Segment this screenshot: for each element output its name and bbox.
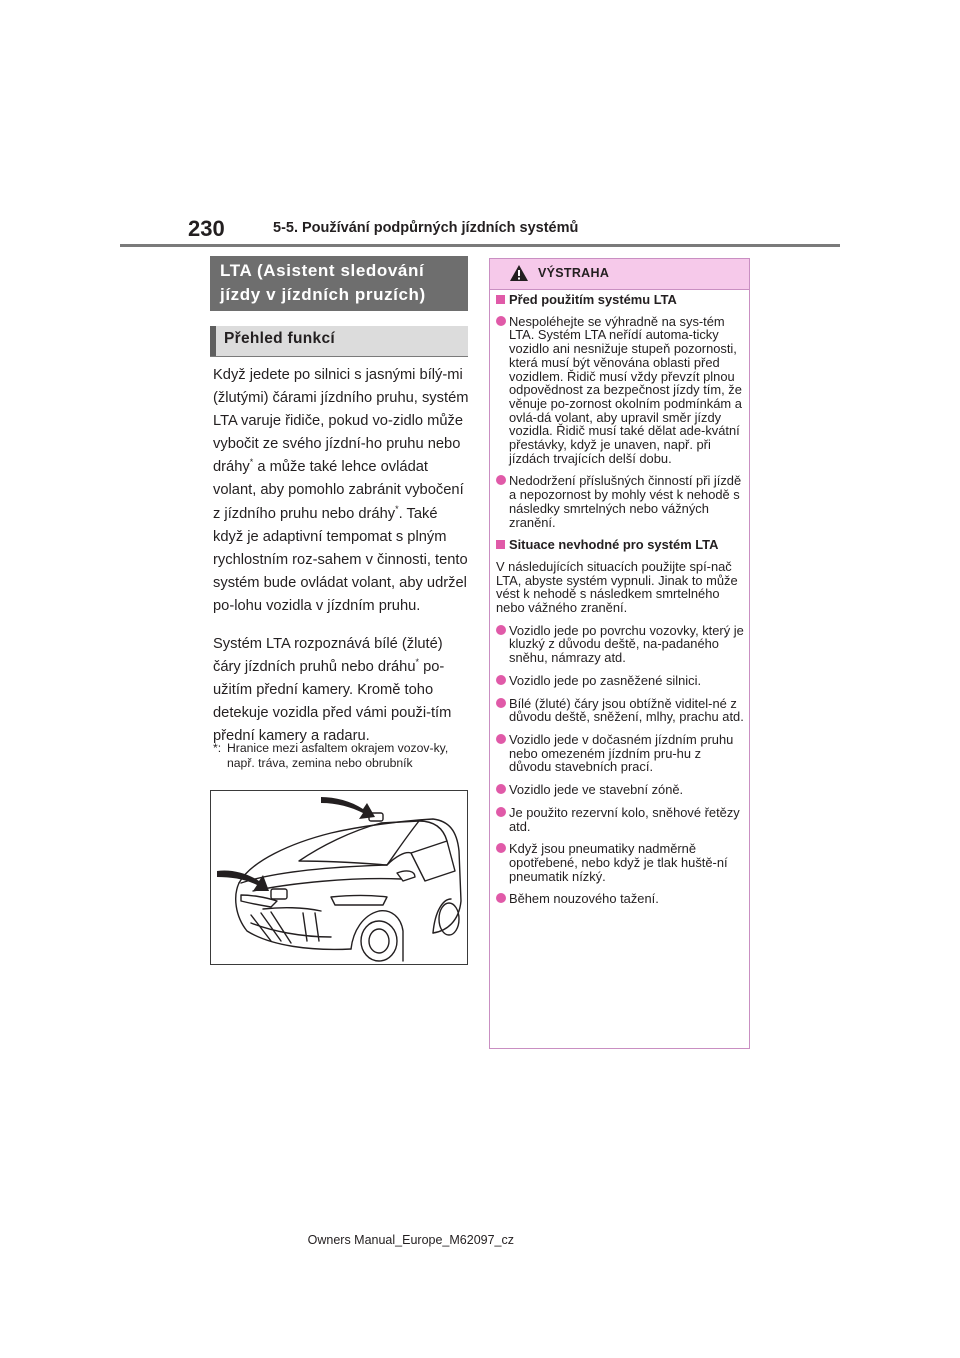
warning-bullet-text: Vozidlo jede po povrchu vozovky, který je kluzký z důvodu deště, na-padaného sněhu, námrazy atd. (509, 622, 744, 666)
warning-bullet-text: Nedodržení příslušných činností při jízdě a nepozornost by mohly vést k nehodě s následky smrtelných nebo vážných zranění. (509, 473, 742, 530)
warning-bullet-text: Je použito rezervní kolo, sněhové řetězy atd. (509, 804, 740, 834)
para1-part-a: Když jedete po silnici s jasnými bílý-mi (žlutými) čárami jízdního pruhu, systém LTA varuje řidiče, pokud vo-zidlo může vybočit ze svého jízdní-ho pruhu nebo dráhy (213, 367, 469, 476)
warning-bullet (496, 474, 746, 529)
round-bullet-icon (496, 734, 506, 744)
warning-subheading (496, 293, 746, 307)
warning-bullet (496, 783, 746, 797)
lta-section-banner (210, 256, 468, 311)
round-bullet-icon (496, 784, 506, 794)
para2-part-b: po-užitím přední kamery. Kromě toho detekuje vozidla před vámi použi-tím přední kamery a radaru. (213, 659, 452, 745)
round-bullet-icon (496, 475, 506, 485)
section-title: 5-5. Používání podpůrných jízdních systémů (273, 220, 579, 236)
footnote (213, 741, 469, 771)
header-divider (120, 244, 840, 247)
intro-paragraph (213, 364, 469, 618)
warning-triangle-icon (509, 264, 529, 282)
warning-bullet-text: Nespoléhejte se výhradně na sys-tém LTA. Systém LTA neřídí automa-ticky vozidlo ani nesnižuje stupeň pozornosti, která musí být věnována oblasti před vozidlem. Řidič musí vždy převzít plnou odpovědnost za bezpečnost jízdy tím, že věnuje po-zornost okolním podmínkám a ovlá-dá volant, aby upravil směr jízdy vozidla. Řidič musí také dělat ade-kvátní přestávky, když je unaven, např. při jízdách trvajících delší dobu. (509, 313, 742, 466)
warning-bullet-text: Když jsou pneumatiky nadměrně opotřebené, nebo když je tlak huště-ní pneumatik nízký. (509, 841, 728, 884)
page-number: 230 (188, 216, 225, 241)
warning-header (490, 259, 749, 290)
round-bullet-icon (496, 698, 506, 708)
warning-bullet-text: Vozidlo jede ve stavební zóně. (509, 782, 684, 798)
round-bullet-icon (496, 843, 506, 853)
warning-title: VÝSTRAHA (538, 266, 610, 280)
warning-bullet-text: Během nouzového tažení. (509, 891, 659, 907)
warning-bullet (496, 674, 746, 688)
banner-line-2: jízdy v jízdních pruzích) (220, 285, 426, 304)
footnote-ref: * (415, 657, 420, 668)
footnote-ref: * (249, 457, 254, 468)
warning-bullet (496, 624, 746, 665)
round-bullet-icon (496, 316, 506, 326)
car-drawing (211, 791, 467, 964)
warning-content (496, 293, 746, 915)
footer-manual-id: Owners Manual_Europe_M62097_cz (307, 1233, 514, 1247)
warning-bullet-text: Vozidlo jede v dočasném jízdním pruhu nebo omezeném jízdním pru-hu z důvodu stavebních prací. (509, 731, 734, 775)
square-bullet-icon (496, 540, 505, 549)
warning-bullet-text: Vozidlo jede po zasněžené silnici. (509, 672, 702, 688)
footnote-text: Hranice mezi asfaltem okrajem vozov-ky, např. tráva, zemina nebo obrubník (227, 741, 449, 770)
overview-heading (210, 326, 468, 357)
warning-subheading-text: Situace nevhodné pro systém LTA (509, 537, 719, 553)
warning-bullet (496, 733, 746, 774)
round-bullet-icon (496, 675, 506, 685)
para1-part-b: a může také lehce ovládat volant, aby pomohlo zabránit vybočení z jízdního pruhu nebo dráhy (213, 459, 464, 522)
warning-bullet (496, 315, 746, 466)
warning-bullet (496, 806, 746, 833)
warning-bullet (496, 842, 746, 883)
warning-bullet (496, 697, 746, 724)
round-bullet-icon (496, 625, 506, 635)
warning-box (489, 258, 750, 1049)
overview-title: Přehled funkcí (224, 330, 336, 347)
warning-bullet-text: Bílé (žluté) čáry jsou obtížně viditel-né z důvodu deště, sněžení, mlhy, prachu atd. (509, 695, 744, 725)
round-bullet-icon (496, 807, 506, 817)
warning-subheading-text: Před použitím systému LTA (509, 292, 677, 307)
footnote-ref: * (395, 503, 399, 514)
square-bullet-icon (496, 295, 505, 304)
car-illustration (210, 790, 468, 965)
round-bullet-icon (496, 893, 506, 903)
banner-line-1: LTA (Asistent sledování (220, 261, 425, 280)
warning-paragraph: V následujících situacích použijte spí-nač LTA, abyste systém vypnuli. Jinak to může vést k nehodě s následkem smrtelného nebo vážného zranění. (496, 558, 738, 616)
heading-accent-bar (210, 326, 216, 356)
para1-part-c: . Také když je adaptivní tempomat s plným rychlostním roz-sahem v činnosti, tento systém bude ovládat volant, aby udržel po-lohu vozidla v jízdním pruhu. (213, 505, 468, 614)
warning-bullet (496, 892, 746, 906)
detection-paragraph (213, 633, 469, 748)
para2-part-a: Systém LTA rozpoznává bílé (žluté) čáry jízdních pruhů nebo dráhu (213, 636, 443, 676)
footnote-mark: *: (213, 741, 222, 755)
warning-subheading (496, 538, 746, 552)
